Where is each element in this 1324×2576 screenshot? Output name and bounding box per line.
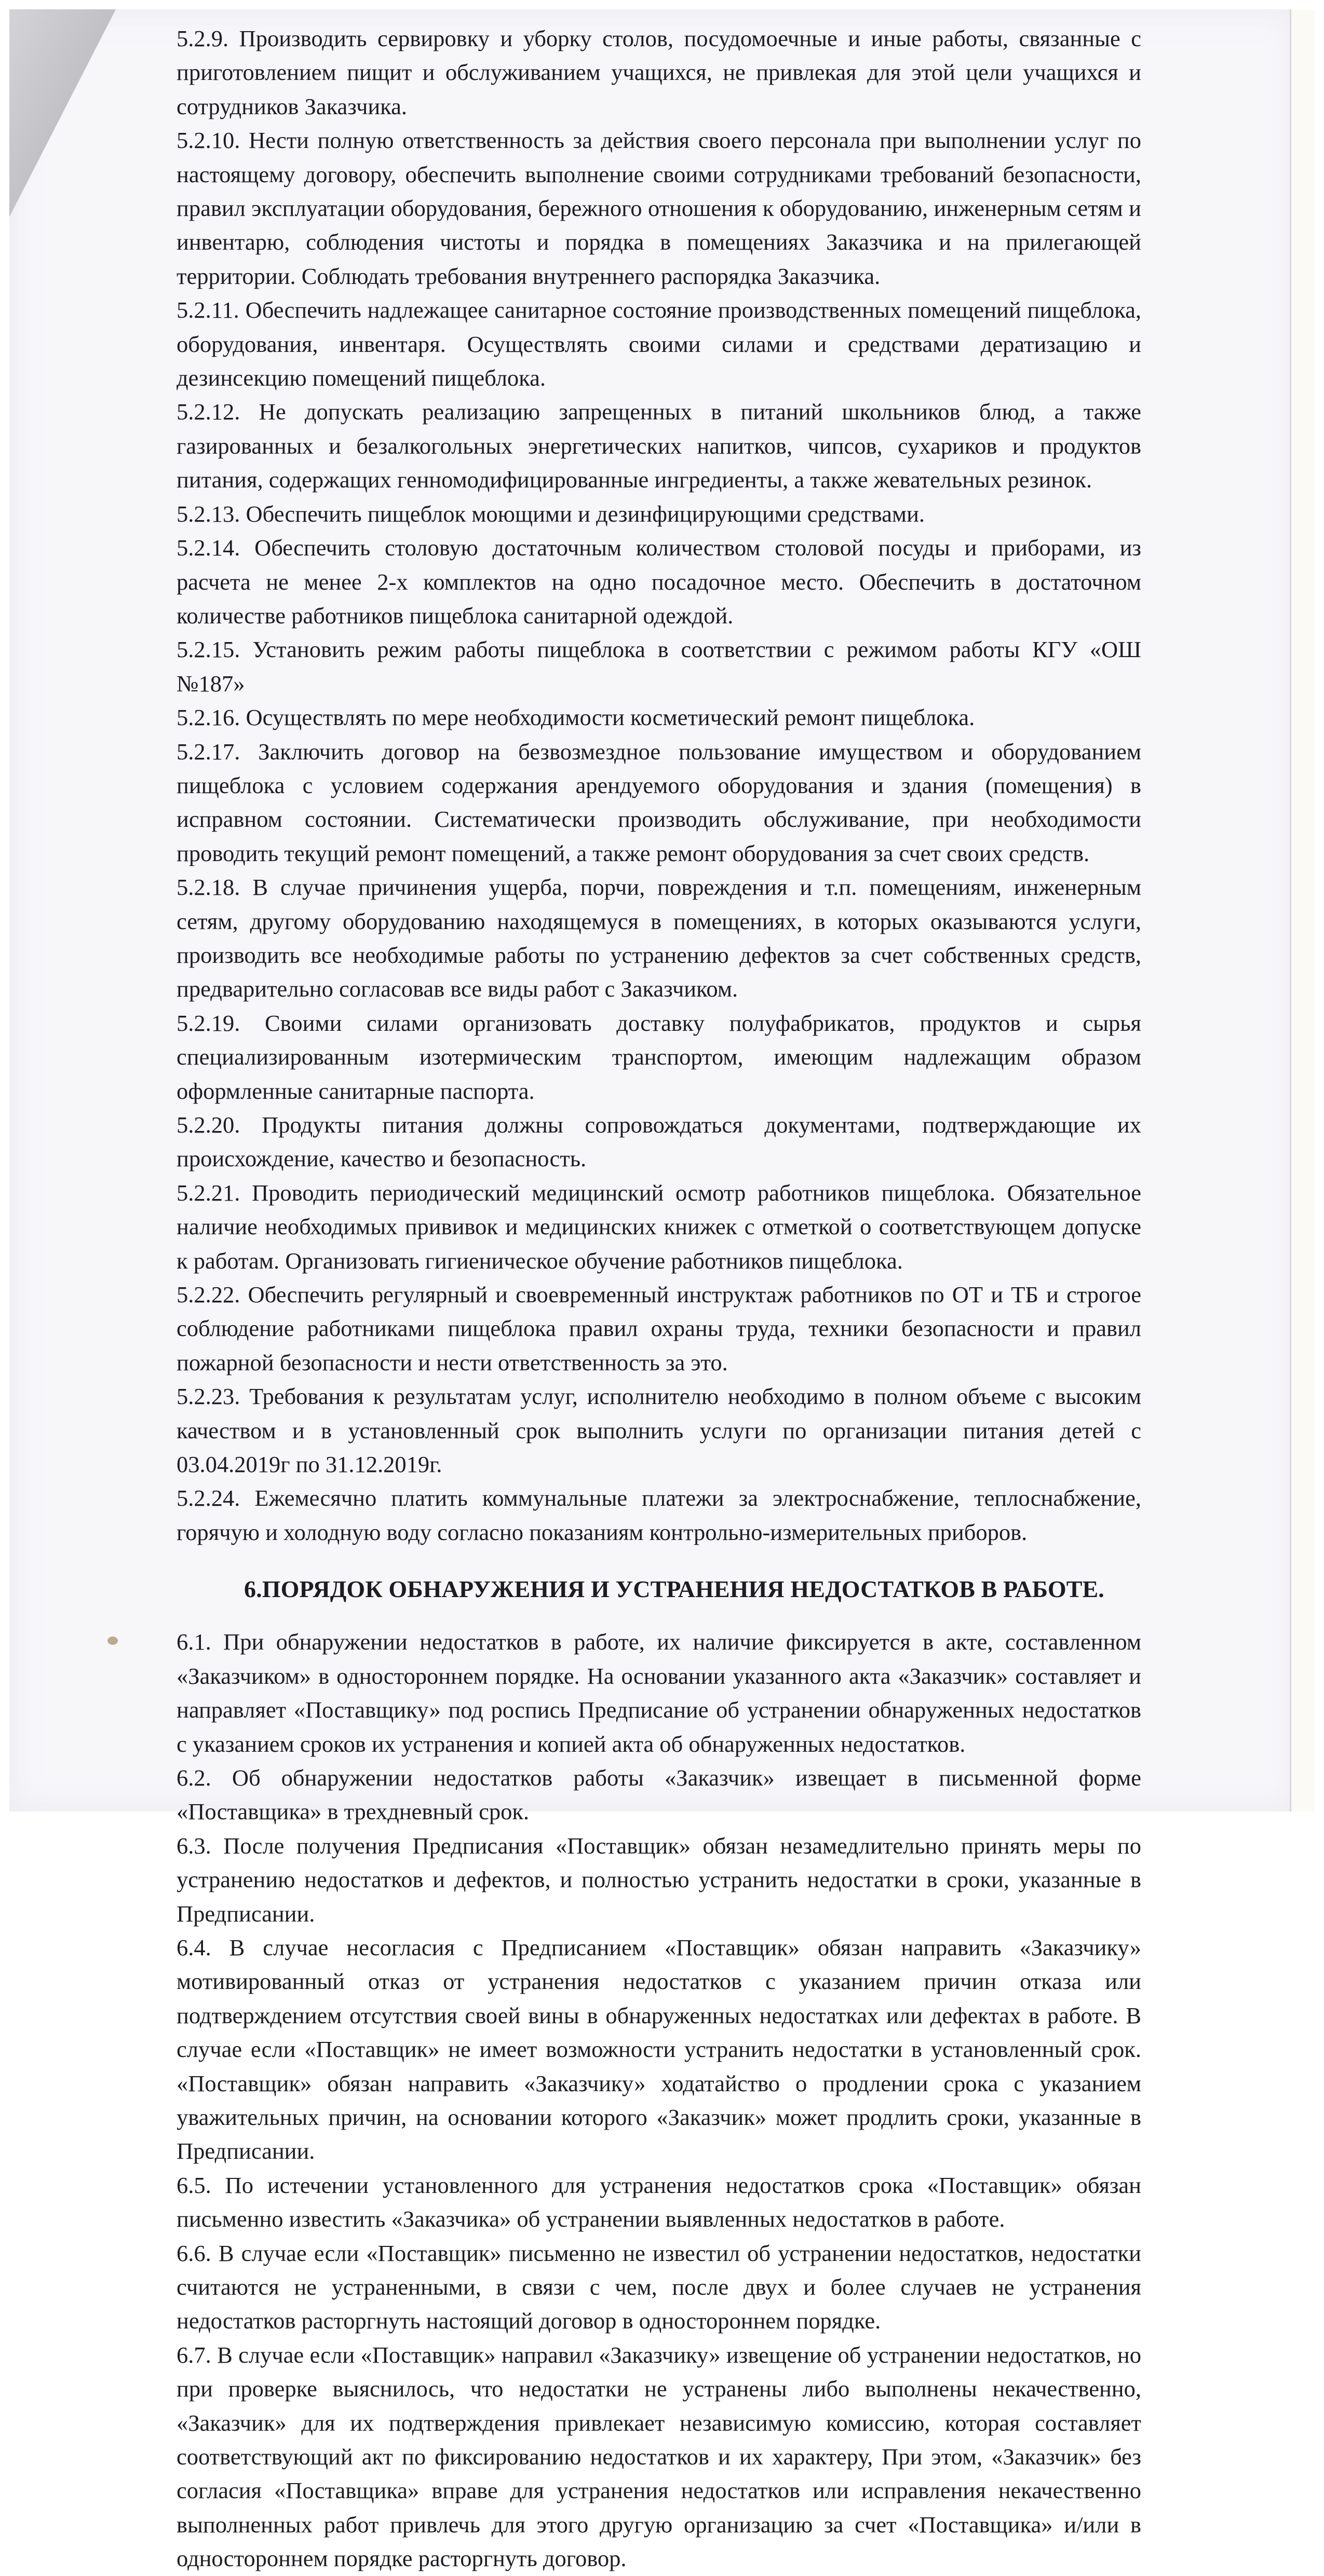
clause-5-2-22: 5.2.22. Обеспечить регулярный и своевременный инструктаж работников по ОТ и ТБ и строгое соблюдение работниками пищеблока правил охраны труда, техники безопасности и правил пожарной безопасности и нести ответственность за это.: [177, 1282, 1141, 1375]
clause-6-1: 6.1. При обнаружении недостатков в работе, их наличие фиксируется в акте, составленном «Заказчиком» в одностороннем порядке. На основании указанного акта «Заказчик» составляет и направляет «Поставщику» под роспись Предписание об устранении обнаруженных недостатков с указанием сроков их устранения и копией акта об обнаруженных недостатков.: [177, 1629, 1141, 1757]
paper-stain: [107, 1637, 118, 1645]
clause-5-2-18: 5.2.18. В случае причинения ущерба, порчи, повреждения и т.п. помещениям, инженерным сетям, другому оборудованию находящемуся в помещениях, в которых оказываются услуги, производить все необходимые работы по устранению дефектов за счет собственных средств, предварительно согласовав все виды работ с Заказчиком.: [177, 874, 1141, 1002]
clause-6-3: 6.3. После получения Предписания «Поставщик» обязан незамедлительно принять меры по устранению недостатков и дефектов, и полностью устранить недостатки в сроки, указанные в Предписании.: [177, 1832, 1141, 1927]
clause-5-2-14: 5.2.14. Обеспечить столовую достаточным количеством столовой посуды и приборами, из расчета не менее 2-х комплектов на одно посадочное место. Обеспечить в достаточном количестве работников пищеблока санитарной одеждой.: [177, 535, 1141, 629]
section-6-heading: 6.ПОРЯДОК ОБНАРУЖЕНИЯ И УСТРАНЕНИЯ НЕДОСТАТКОВ В РАБОТЕ.: [244, 1576, 1104, 1603]
clause-5-2-17: 5.2.17. Заключить договор на безвозмездное пользование имуществом и оборудованием пищеблока с условием содержания арендуемого оборудования и здания (помещения) в исправном состоянии. Систематически производить обслуживание, при необходимости проводить текущий ремонт помещений, а также ремонт оборудования за счет своих средств.: [177, 738, 1141, 866]
clause-5-2-15: 5.2.15. Установить режим работы пищеблока в соответствии с режимом работы КГУ «ОШ №187»: [177, 636, 1141, 697]
clause-5-2-13: 5.2.13. Обеспечить пищеблок моющими и дезинфицирующими средствами.: [177, 500, 925, 527]
clause-5-2-23: 5.2.23. Требования к результатам услуг, исполнителю необходимо в полном объеме с высоким качеством и в установленный срок выполнить услуги по организации питания детей с 03.04.2019г по 31.12.2019г.: [177, 1383, 1141, 1478]
clause-6-5: 6.5. По истечении установленного для устранения недостатков срока «Поставщик» обязан письменно известить «Заказчика» об устранении выявленных недостатков в работе.: [177, 2172, 1141, 2232]
clause-5-2-19: 5.2.19. Своими силами организовать доставку полуфабрикатов, продуктов и сырья специализированным изотермическим транспортом, имеющим надлежащим образом оформленные санитарные паспорта.: [177, 1010, 1141, 1104]
clause-5-2-10: 5.2.10. Нести полную ответственность за действия своего персонала при выполнении услуг по настоящему договору, обеспечить выполнение своими сотрудниками требований безопасности, правил эксплуатации оборудования, бережного отношения к оборудованию, инженерным сетям и инвентарю, соблюдения чистоты и порядка в помещениях Заказчика и на прилегающей территории. Соблюдать требования внутреннего распорядка Заказчика.: [177, 127, 1141, 289]
scanner-margin-strip: [1291, 9, 1315, 1811]
clause-5-2-11: 5.2.11. Обеспечить надлежащее санитарное состояние производственных помещений пищеблока, оборудования, инвентаря. Осуществлять своими силами и средствами дератизацию и дезинсекцию помещений пищеблока.: [177, 297, 1141, 391]
clause-5-2-16: 5.2.16. Осуществлять по мере необходимости косметический ремонт пищеблока.: [177, 704, 975, 731]
clause-6-7: 6.7. В случае если «Поставщик» направил «Заказчику» извещение об устранении недостатков, но при проверке выяснилось, что недостатки не устранены либо выполнены некачественно, «Заказчик» для их подтверждения привлекает независимую комиссию, которая составляет соответствующий акт по фиксированию недостатков и их характеру, При этом, «Заказчик» без согласия «Поставщика» вправе для устранения недостатков или исправления некачественно выполненных работ привлечь для этого другую организацию за счет «Поставщика» и/или в одностороннем порядке расторгнуть договор.: [177, 2341, 1141, 2572]
clause-5-2-9: 5.2.9. Производить сервировку и уборку столов, посудомоечные и иные работы, связанные с приготовлением пищит и обслуживанием учащихся, не привлекая для этой цели учащихся и сотрудников Заказчика.: [177, 25, 1141, 119]
clause-5-2-24: 5.2.24. Ежемесячно платить коммунальные платежи за электроснабжение, теплоснабжение, горячую и холодную воду согласно показаниям контрольно-измерительных приборов.: [177, 1485, 1141, 1545]
clause-6-4: 6.4. В случае несогласия с Предписанием «Поставщик» обязан направить «Заказчику» мотивированный отказ от устранения недостатков с указанием причин отказа или подтверждением отсутствия своей вины в обнаруженных недостатках или дефектах в работе. В случае если «Поставщик» не имеет возможности устранить недостатки в установленный срок. «Поставщик» обязан направить «Заказчику» ходатайство о продлении срока с указанием уважительных причин, на основании которого «Заказчик» может продлить сроки, указанные в Предписании.: [177, 1934, 1141, 2164]
clause-5-2-20: 5.2.20. Продукты питания должны сопровождаться документами, подтверждающие их происхождение, качество и безопасность.: [177, 1112, 1141, 1172]
clause-6-6: 6.6. В случае если «Поставщик» письменно не известил об устранении недостатков, недостатки считаются не устраненными, в связи с чем, после двух и более случаев не устранения недостатков расторгнуть настоящий договор в одностороннем порядке.: [177, 2240, 1141, 2334]
document-body: [177, 22, 1141, 2576]
clause-6-2: 6.2. Об обнаружении недостатков работы «Заказчик» извещает в письменной форме «Поставщика» в трехдневный срок.: [177, 1764, 1141, 1825]
clause-5-2-21: 5.2.21. Проводить периодический медицинский осмотр работников пищеблока. Обязательное наличие необходимых прививок и медицинских книжек с отметкой о соответствующем допуске к работам. Организовать гигиеническое обучение работников пищеблока.: [177, 1179, 1141, 1274]
clause-5-2-12: 5.2.12. Не допускать реализацию запрещенных в питаний школьников блюд, а также газированных и безалкогольных энергетических напитков, чипсов, сухариков и продуктов питания, содержащих генномодифицированные ингредиенты, а также жевательных резинок.: [177, 399, 1141, 493]
